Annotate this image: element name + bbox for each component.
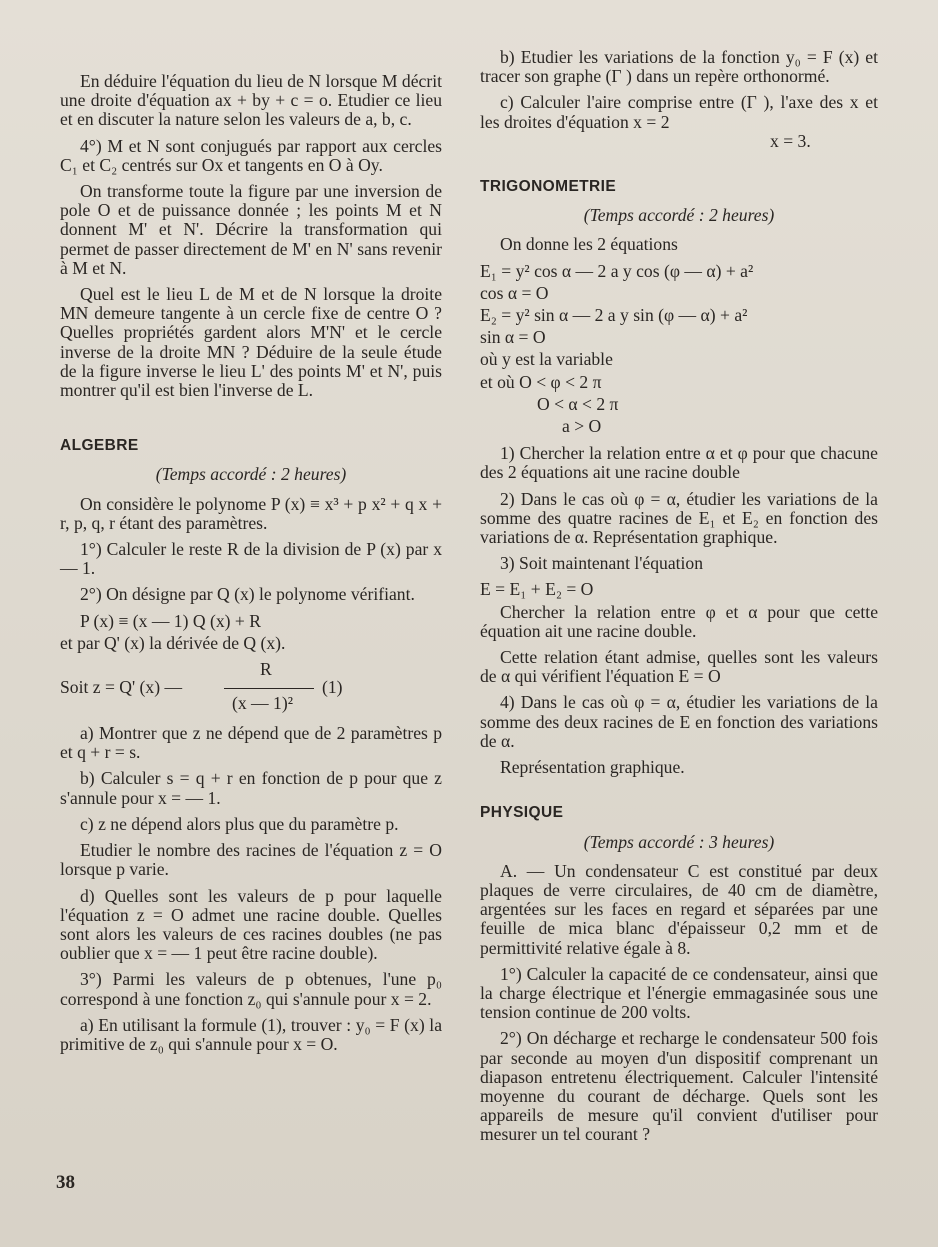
- equation: E₂ = y² sin α — 2 a y sin (φ — α) + a²: [480, 305, 748, 326]
- paragraph: c) z ne dépend alors plus que du paramètre p.: [80, 813, 399, 834]
- paragraph: 2°) On désigne par Q (x) le polynome vérifiant.: [80, 584, 415, 605]
- paragraph: 1°) Calculer la capacité de ce condensateur, ainsi que la charge électrique et l'énergie emmagasinée sous une tension continue de 200 volts.: [480, 963, 878, 1023]
- paragraph: 3) Soit maintenant l'équation: [500, 553, 704, 574]
- paragraph: 4) Dans le cas où φ = α, étudier les variations de la somme des deux racines de E en fonction des variations de α.: [480, 692, 878, 751]
- paragraph: a) En utilisant la formule (1), trouver : y₀ = F (x) la primitive de z₀ qui s'annule pour x = O.: [60, 1014, 442, 1054]
- paragraph: b) Calculer s = q + r en fonction de p pour que z s'annule pour x = — 1.: [60, 768, 442, 808]
- formula-numerator: R: [260, 659, 272, 680]
- paragraph: 3°) Parmi les valeurs de p obtenues, l'une p₀ correspond à une fonction z₀ qui s'annule pour x = 2.: [60, 969, 442, 1009]
- paragraph: En déduire l'équation du lieu de N lorsque M décrit une droite d'équation ax + by + c = o. Etudier ce lieu et en discuter la nature selon les valeurs de a, b, c.: [60, 71, 442, 130]
- paragraph: c) Calculer l'aire comprise entre (Γ ), l'axe des x et les droites d'équation x = 2: [480, 92, 878, 132]
- paragraph: 1°) Calculer le reste R de la division de P (x) par x — 1.: [60, 539, 442, 579]
- paragraph: a) Montrer que z ne dépend que de 2 paramètres p et q + r = s.: [60, 723, 442, 763]
- left-column: [60, 72, 442, 1061]
- formula-lhs: Soit z = Q' (x) —: [60, 677, 183, 698]
- paragraph: On considère le polynome P (x) ≡ x³ + p x² + q x + r, p, q, r étant des paramètres.: [60, 493, 442, 533]
- equation: O < α < 2 π: [537, 393, 619, 414]
- equation: x = 3.: [770, 130, 811, 151]
- equation: sin α = O: [480, 327, 546, 348]
- paragraph: 2°) On décharge et recharge le condensateur 500 fois par seconde au moyen d'un dispositif comprenant un diapason entretenu électriquement. Calculer l'intensité moyenne du courant de décharge. Quels sont les appareils de mesure qu'il convient d'utiliser pour mesurer un tel courant ?: [480, 1028, 878, 1145]
- equation: où y est la variable: [480, 349, 613, 370]
- section-heading-algebre: ALGEBRE: [60, 437, 139, 455]
- equation: a > O: [562, 416, 602, 437]
- section-heading-physique: PHYSIQUE: [480, 804, 564, 822]
- time-allotted: (Temps accordé : 2 heures): [155, 464, 347, 485]
- page-number: 38: [56, 1172, 75, 1193]
- paragraph: Etudier le nombre des racines de l'équation z = O lorsque p varie.: [60, 840, 442, 880]
- equation: E₁ = y² cos α — 2 a y cos (φ — α) + a²: [480, 260, 754, 281]
- paragraph: et par Q' (x) la dérivée de Q (x).: [60, 632, 286, 653]
- paragraph: Cette relation étant admise, quelles sont les valeurs de α qui vérifient l'équation E = O: [480, 647, 878, 687]
- paragraph: Quel est le lieu L de M et de N lorsque la droite MN demeure tangente à un cercle fixe de centre O ? Quelles propriétés gardent alors M'N' et le cercle inverse de la droite MN ? Déduire de la seule étude de la figure inverse le lieu L' des points M' et N', puis montrer qu'il est bien l'inverse de L.: [60, 284, 442, 401]
- paragraph: Chercher la relation entre φ et α pour que cette équation ait une racine double.: [480, 601, 878, 641]
- fraction-bar: [224, 688, 314, 689]
- paragraph: Représentation graphique.: [500, 757, 685, 778]
- formula-tag: (1): [322, 677, 343, 698]
- equation: cos α = O: [480, 282, 549, 303]
- time-allotted: (Temps accordé : 2 heures): [583, 205, 775, 226]
- paragraph: 4°) M et N sont conjugués par rapport aux cercles C₁ et C₂ centrés sur Ox et tangents en O à Oy.: [60, 135, 442, 175]
- time-allotted: (Temps accordé : 3 heures): [583, 831, 775, 852]
- right-column: [480, 48, 878, 1152]
- paragraph: d) Quelles sont les valeurs de p pour laquelle l'équation z = O admet une racine double. Quelles sont alors les valeurs de ces racines doubles (ne pas oublier que x = — 1 peut être racine double).: [60, 885, 442, 964]
- formula-denominator: (x — 1)²: [232, 693, 293, 714]
- paragraph: On donne les 2 équations: [500, 234, 678, 255]
- equation: E = E₁ + E₂ = O: [480, 579, 594, 600]
- paragraph: 1) Chercher la relation entre α et φ pour que chacune des 2 équations ait une racine double: [480, 443, 878, 483]
- paragraph: b) Etudier les variations de la fonction y₀ = F (x) et tracer son graphe (Γ ) dans un repère orthonormé.: [480, 47, 878, 87]
- paragraph: A. — Un condensateur C est constitué par deux plaques de verre circulaires, de 40 cm de diamètre, argentées sur les faces en regard et séparées par une feuille de mica blanc d'épaisseur 0,2 mm et de permittivité relative égale à 8.: [480, 860, 878, 958]
- equation: P (x) ≡ (x — 1) Q (x) + R: [80, 610, 261, 631]
- fraction-formula: [60, 660, 442, 716]
- equation: et où O < φ < 2 π: [480, 371, 602, 392]
- section-heading-trigonometrie: TRIGONOMETRIE: [480, 178, 617, 196]
- paragraph: On transforme toute la figure par une inversion de pole O et de puissance donnée ; les points M et N donnent M' et N'. Décrire la transformation qui permet de passer directement de M' en N' sans revenir à M et N.: [60, 181, 442, 278]
- paragraph: 2) Dans le cas où φ = α, étudier les variations de la somme des quatre racines de E₁ et E₂ en fonction des variations de α. Représentation graphique.: [480, 488, 878, 548]
